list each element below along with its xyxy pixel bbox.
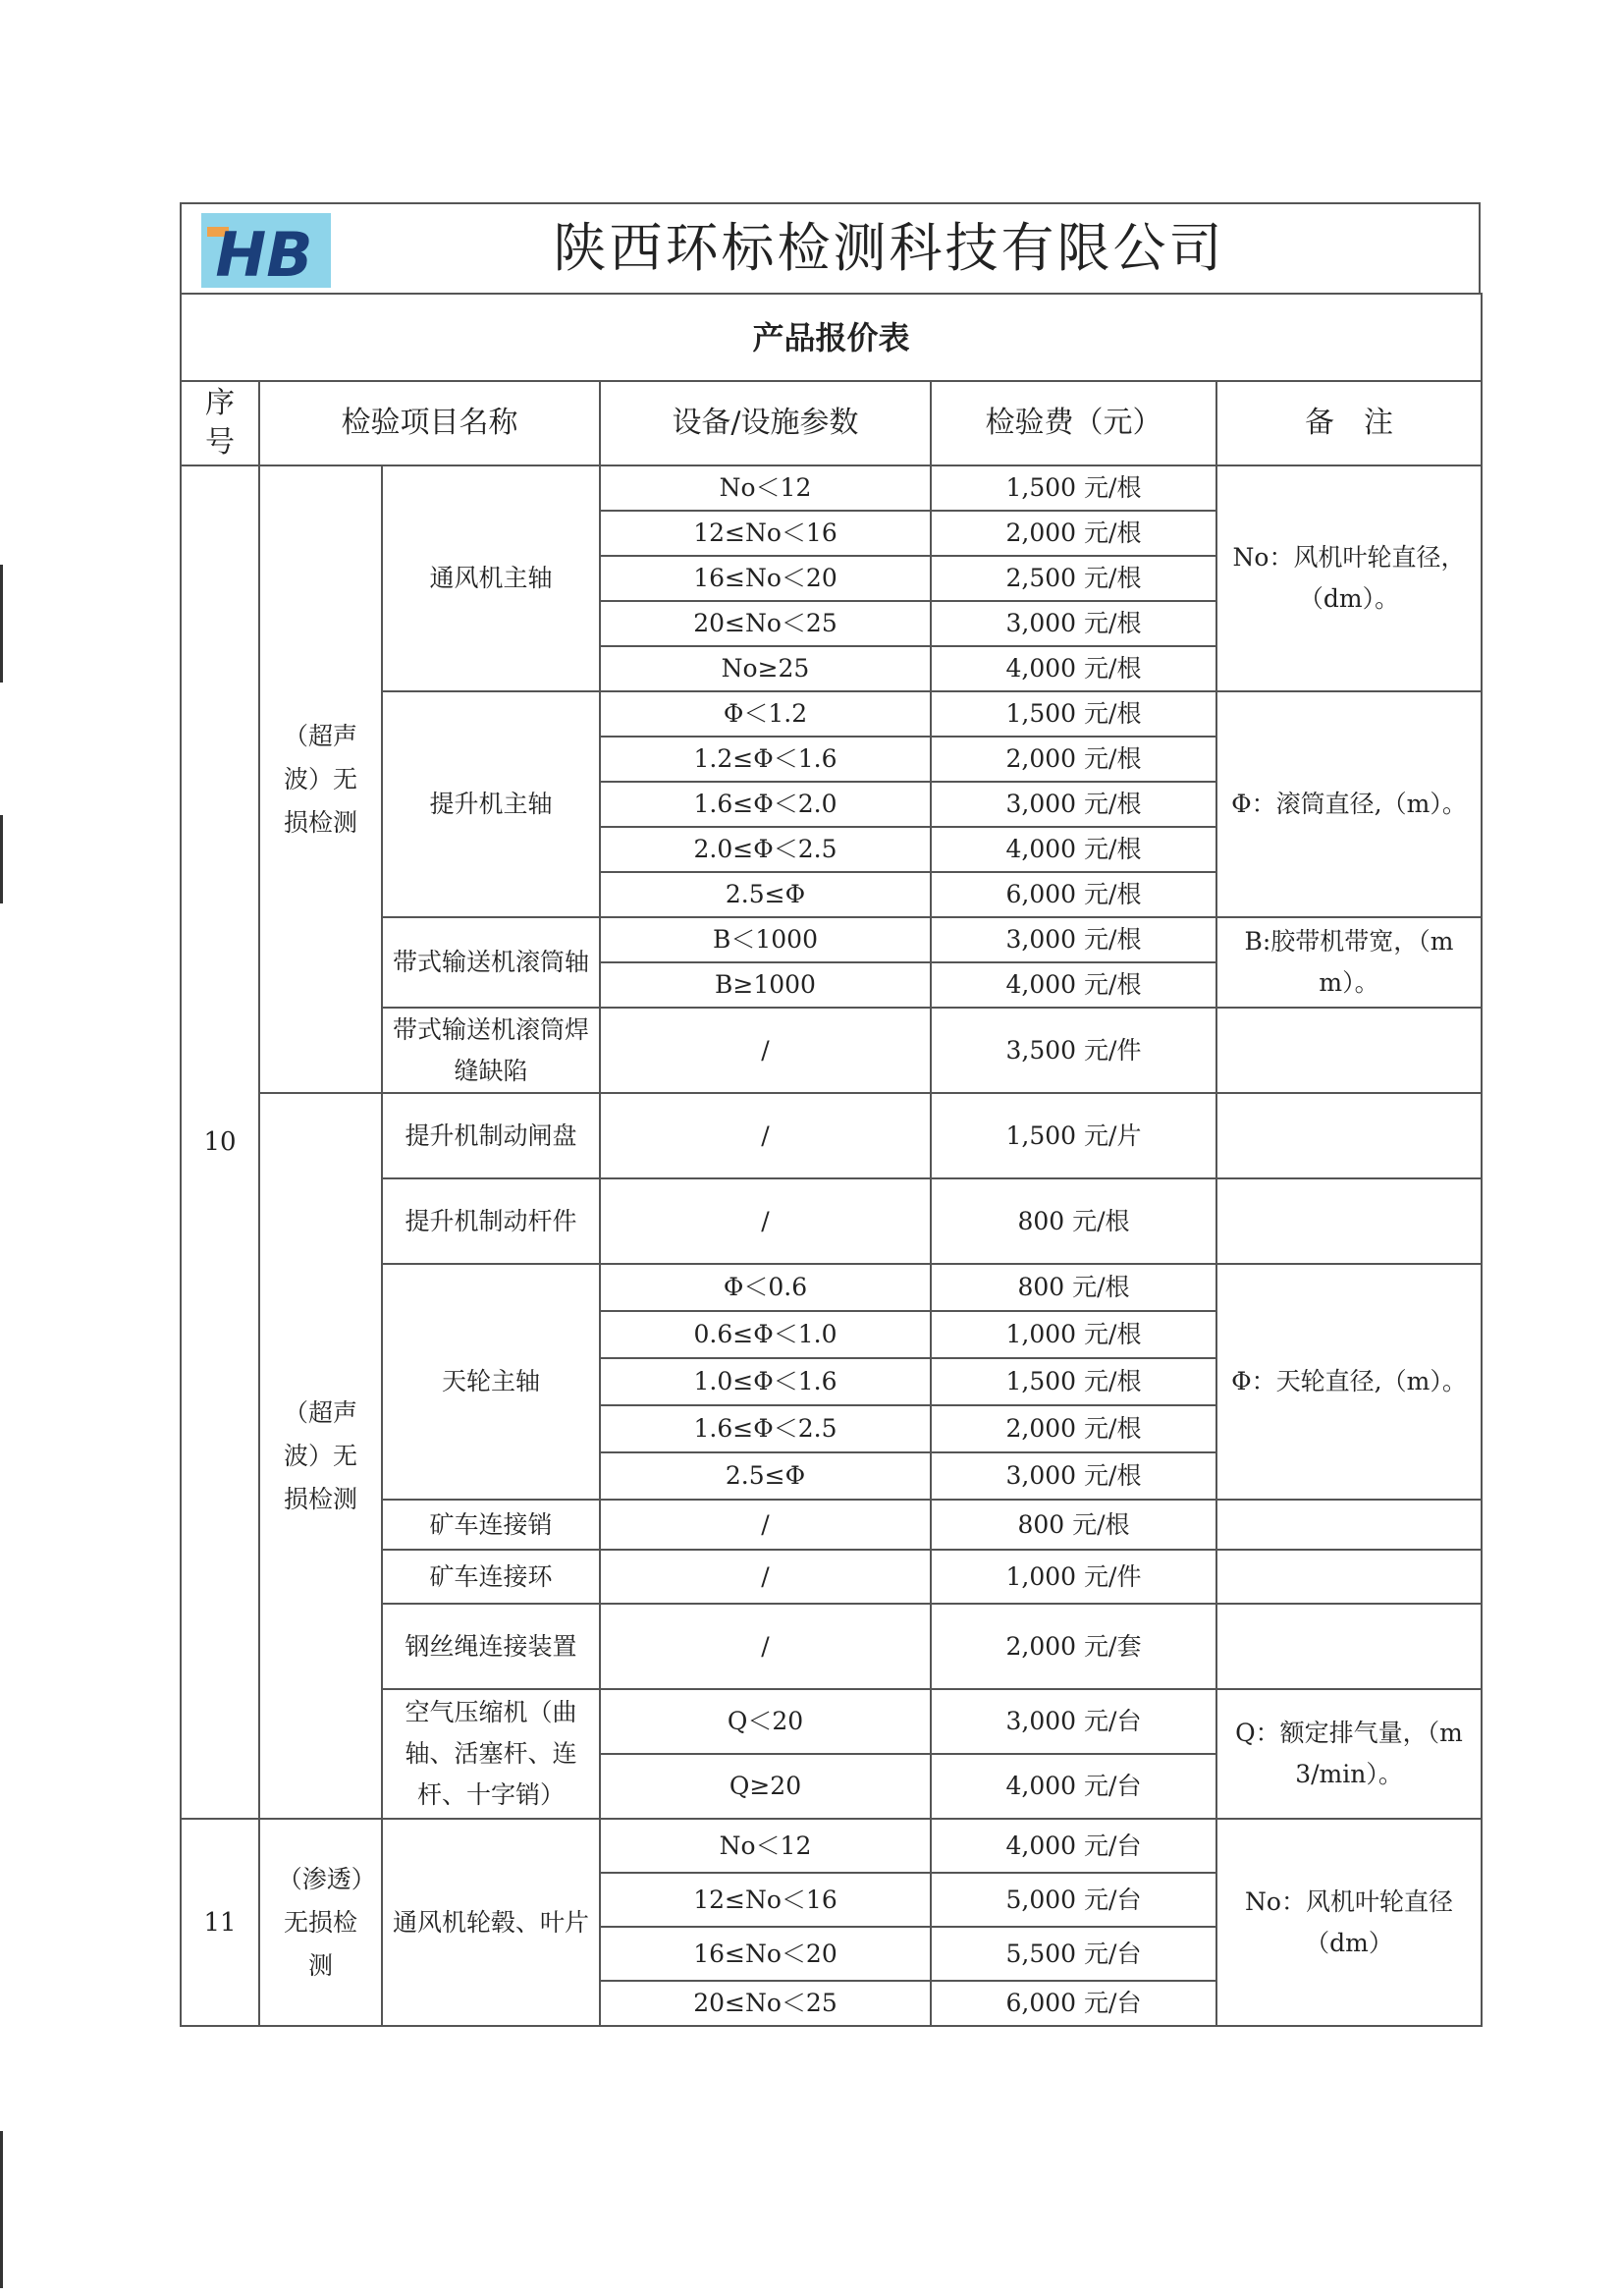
title-row <box>181 294 1482 381</box>
left-margin-mark <box>0 815 3 903</box>
param-cell: / <box>600 1500 931 1550</box>
param-cell: 2.5≤Φ <box>600 872 931 917</box>
item-name: 通风机轮毂、叶片 <box>382 1819 600 2026</box>
param-cell: / <box>600 1178 931 1264</box>
company-name: 陕西环标检测科技有限公司 <box>553 217 1225 279</box>
param-cell: Q≥20 <box>600 1754 931 1819</box>
param-cell: / <box>600 1550 931 1604</box>
remark-cell <box>1216 1093 1482 1178</box>
param-cell: 20≤No＜25 <box>600 1981 931 2026</box>
remark-cell <box>1216 1008 1482 1093</box>
fee-cell: 3,000 元/根 <box>931 601 1216 646</box>
param-cell: No＜12 <box>600 465 931 511</box>
fee-cell: 2,500 元/根 <box>931 556 1216 601</box>
price-sheet <box>180 202 1481 2027</box>
price-table <box>180 293 1483 2027</box>
fee-cell: 1,500 元/片 <box>931 1093 1216 1178</box>
param-cell: / <box>600 1604 931 1689</box>
hb-logo-icon <box>201 213 331 288</box>
item-name: 带式输送机滚筒焊缝缺陷 <box>382 1008 600 1093</box>
table-row <box>181 1819 1482 1873</box>
table-row <box>181 465 1482 511</box>
fee-cell: 4,000 元/根 <box>931 827 1216 872</box>
fee-cell: 4,000 元/根 <box>931 646 1216 691</box>
fee-cell: 2,000 元/根 <box>931 1405 1216 1452</box>
param-cell: 16≤No＜20 <box>600 556 931 601</box>
param-cell: 1.2≤Φ＜1.6 <box>600 737 931 782</box>
category-cell: （超声波）无损检测 <box>259 465 382 1093</box>
fee-cell: 3,000 元/根 <box>931 917 1216 962</box>
param-cell: 20≤No＜25 <box>600 601 931 646</box>
remark-cell: No：风机叶轮直径，（dm）。 <box>1216 465 1482 691</box>
category-cell: （渗透）无损检测 <box>259 1819 382 2026</box>
param-cell: 1.6≤Φ＜2.0 <box>600 782 931 827</box>
table-title: 产品报价表 <box>181 294 1482 381</box>
header-seq: 序号 <box>181 381 259 465</box>
fee-cell: 800 元/根 <box>931 1264 1216 1311</box>
item-name: 空气压缩机（曲轴、活塞杆、连杆、十字销） <box>382 1689 600 1819</box>
param-cell: 12≤No＜16 <box>600 511 931 556</box>
fee-cell: 5,500 元/台 <box>931 1927 1216 1981</box>
item-name: 通风机主轴 <box>382 465 600 691</box>
fee-cell: 3,000 元/根 <box>931 1452 1216 1500</box>
fee-cell: 1,000 元/根 <box>931 1311 1216 1358</box>
param-cell: Φ＜1.2 <box>600 691 931 737</box>
fee-cell: 3,000 元/台 <box>931 1689 1216 1754</box>
fee-cell: 1,000 元/件 <box>931 1550 1216 1604</box>
fee-cell: 6,000 元/根 <box>931 872 1216 917</box>
remark-cell <box>1216 1550 1482 1604</box>
item-name: 天轮主轴 <box>382 1264 600 1500</box>
fee-cell: 800 元/根 <box>931 1500 1216 1550</box>
item-name: 矿车连接环 <box>382 1550 600 1604</box>
param-cell: 2.0≤Φ＜2.5 <box>600 827 931 872</box>
param-cell: / <box>600 1093 931 1178</box>
fee-cell: 1,500 元/根 <box>931 691 1216 737</box>
item-name: 矿车连接销 <box>382 1500 600 1550</box>
remark-cell: Q：额定排气量，（m3/min）。 <box>1216 1689 1482 1819</box>
param-cell: / <box>600 1008 931 1093</box>
left-margin-mark <box>0 2131 3 2288</box>
header-item: 检验项目名称 <box>259 381 600 465</box>
param-cell: No≥25 <box>600 646 931 691</box>
table-row <box>181 1093 1482 1178</box>
fee-cell: 5,000 元/台 <box>931 1873 1216 1927</box>
fee-cell: 1,500 元/根 <box>931 465 1216 511</box>
header-param: 设备/设施参数 <box>600 381 931 465</box>
remark-cell <box>1216 1604 1482 1689</box>
fee-cell: 2,000 元/根 <box>931 737 1216 782</box>
letterhead <box>180 202 1481 293</box>
param-cell: B＜1000 <box>600 917 931 962</box>
remark-cell <box>1216 1178 1482 1264</box>
fee-cell: 800 元/根 <box>931 1178 1216 1264</box>
param-cell: 2.5≤Φ <box>600 1452 931 1500</box>
param-cell: 0.6≤Φ＜1.0 <box>600 1311 931 1358</box>
param-cell: Q＜20 <box>600 1689 931 1754</box>
fee-cell: 4,000 元/台 <box>931 1754 1216 1819</box>
remark-cell <box>1216 1500 1482 1550</box>
fee-cell: 3,000 元/根 <box>931 782 1216 827</box>
param-cell: 12≤No＜16 <box>600 1873 931 1927</box>
remark-cell: Φ：天轮直径,（m）。 <box>1216 1264 1482 1500</box>
param-cell: Φ＜0.6 <box>600 1264 931 1311</box>
remark-cell: No：风机叶轮直径（dm） <box>1216 1819 1482 2026</box>
param-cell: 1.6≤Φ＜2.5 <box>600 1405 931 1452</box>
fee-cell: 6,000 元/台 <box>931 1981 1216 2026</box>
param-cell: B≥1000 <box>600 962 931 1008</box>
seq-cell: 11 <box>181 1819 259 2026</box>
header-row <box>181 381 1482 465</box>
header-remark: 备 注 <box>1216 381 1482 465</box>
remark-cell: Φ：滚筒直径,（m）。 <box>1216 691 1482 917</box>
remark-cell: B:胶带机带宽，（mm）。 <box>1216 917 1482 1008</box>
param-cell: No＜12 <box>600 1819 931 1873</box>
item-name: 提升机制动闸盘 <box>382 1093 600 1178</box>
fee-cell: 2,000 元/根 <box>931 511 1216 556</box>
fee-cell: 4,000 元/根 <box>931 962 1216 1008</box>
item-name: 提升机主轴 <box>382 691 600 917</box>
param-cell: 1.0≤Φ＜1.6 <box>600 1358 931 1405</box>
param-cell: 16≤No＜20 <box>600 1927 931 1981</box>
item-name: 钢丝绳连接装置 <box>382 1604 600 1689</box>
logo-text: HB <box>215 219 313 288</box>
seq-cell: 10 <box>181 465 259 1819</box>
fee-cell: 2,000 元/套 <box>931 1604 1216 1689</box>
company-logo <box>201 213 331 288</box>
item-name: 提升机制动杆件 <box>382 1178 600 1264</box>
fee-cell: 3,500 元/件 <box>931 1008 1216 1093</box>
fee-cell: 1,500 元/根 <box>931 1358 1216 1405</box>
category-cell: （超声波）无损检测 <box>259 1093 382 1819</box>
header-fee: 检验费（元） <box>931 381 1216 465</box>
item-name: 带式输送机滚筒轴 <box>382 917 600 1008</box>
fee-cell: 4,000 元/台 <box>931 1819 1216 1873</box>
left-margin-mark <box>0 565 3 683</box>
